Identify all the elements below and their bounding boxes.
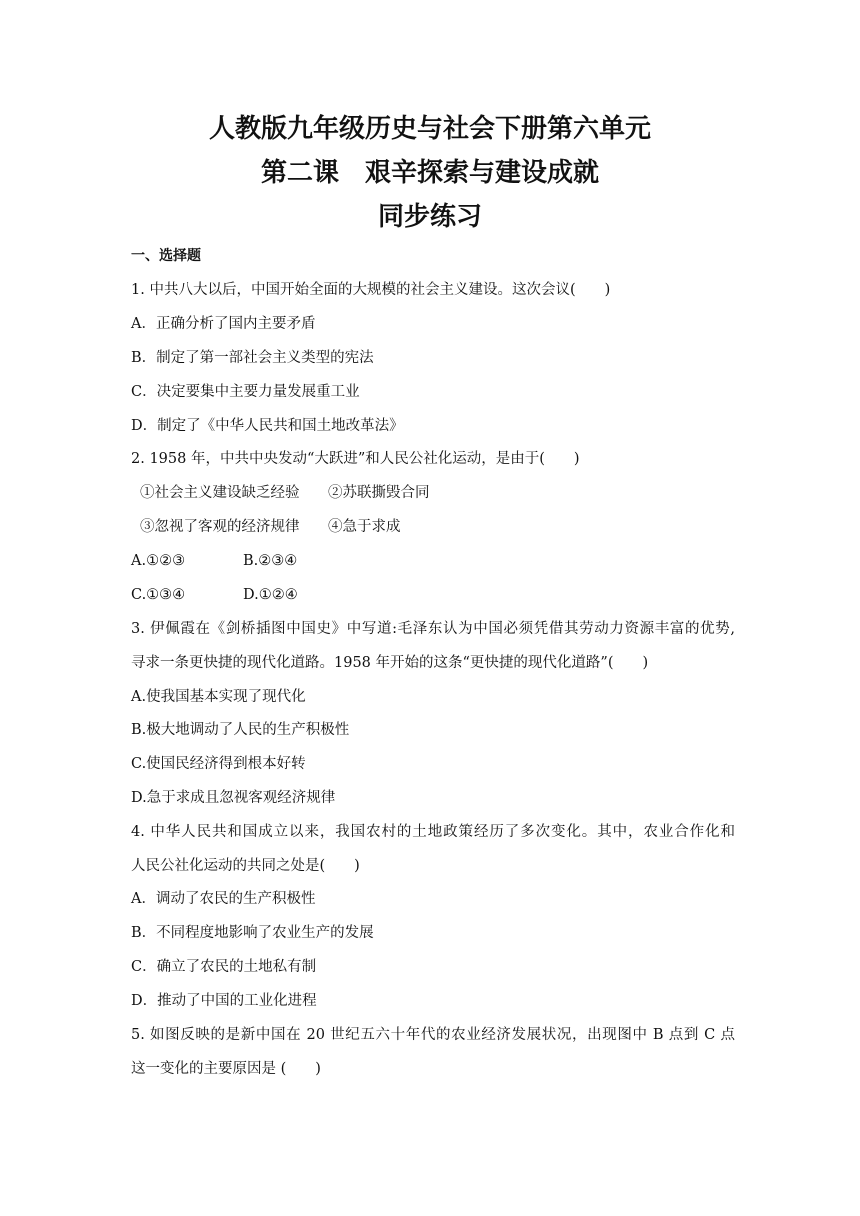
q2-statement-2: ②苏联撕毁合同 — [328, 485, 430, 501]
q1-stem: 1. 中共八大以后，中国开始全面的大规模的社会主义建设。这次会议( ) — [131, 282, 611, 298]
q1-option-c: C．决定要集中主要力量发展重工业 — [131, 384, 360, 400]
q4-stem-line1: 4. 中华人民共和国成立以来，我国农村的土地政策经历了多次变化。其中，农业合作化和 — [131, 824, 735, 840]
q2-option-c: C.①③④ — [131, 587, 186, 603]
q5-stem-line2: 这一变化的主要原因是 ( ) — [131, 1061, 321, 1077]
lesson-title: 第二课 艰辛探索与建设成就 — [260, 158, 599, 188]
q4-option-d: D．推动了中国的工业化进程 — [131, 993, 317, 1009]
q2-option-b: B.②③④ — [243, 553, 298, 569]
q4-option-c: C．确立了农民的土地私有制 — [131, 959, 317, 975]
doc-title: 人教版九年级历史与社会下册第六单元 — [208, 114, 651, 144]
q4-stem-line2: 人民公社化运动的共同之处是( ) — [131, 858, 360, 874]
q2-option-a: A.①②③ — [131, 553, 186, 569]
q2-stem: 2. 1958 年，中共中央发动“大跃进”和人民公社化运动，是由于( ) — [131, 451, 580, 467]
q2-option-d: D.①②④ — [243, 587, 298, 603]
q3-option-a: A.使我国基本实现了现代化 — [131, 689, 306, 705]
q1-option-b: B．制定了第一部社会主义类型的宪法 — [131, 350, 374, 366]
q3-option-b: B.极大地调动了人民的生产积极性 — [131, 722, 350, 738]
q3-option-c: C.使国民经济得到根本好转 — [131, 756, 306, 772]
q5-stem-line1: 5. 如图反映的是新中国在 20 世纪五六十年代的农业经济发展状况，出现图中 B 点到 C 点 — [131, 1027, 735, 1043]
q1-option-a: A．正确分析了国内主要矛盾 — [131, 316, 316, 332]
q3-stem-line1: 3. 伊佩霞在《剑桥插图中国史》中写道:毛泽东认为中国必须凭借其劳动力资源丰富的优势, — [131, 621, 735, 637]
q3-option-d: D.急于求成且忽视客观经济规律 — [131, 790, 336, 806]
q4-option-b: B．不同程度地影响了农业生产的发展 — [131, 925, 374, 941]
q2-statement-3: ③忽视了客观的经济规律 — [140, 519, 300, 535]
q2-statement-4: ④急于求成 — [328, 519, 401, 535]
q4-option-a: A．调动了农民的生产积极性 — [131, 891, 316, 907]
section-heading: 一、选择题 — [131, 248, 201, 264]
q3-stem-line2: 寻求一条更快捷的现代化道路。1958 年开始的这条“更快捷的现代化道路”( ) — [131, 655, 649, 671]
q2-statement-1: ①社会主义建设缺乏经验 — [140, 485, 300, 501]
q1-option-d: D．制定了《中华人民共和国土地改革法》 — [131, 418, 404, 434]
exercise-title: 同步练习 — [377, 202, 482, 232]
